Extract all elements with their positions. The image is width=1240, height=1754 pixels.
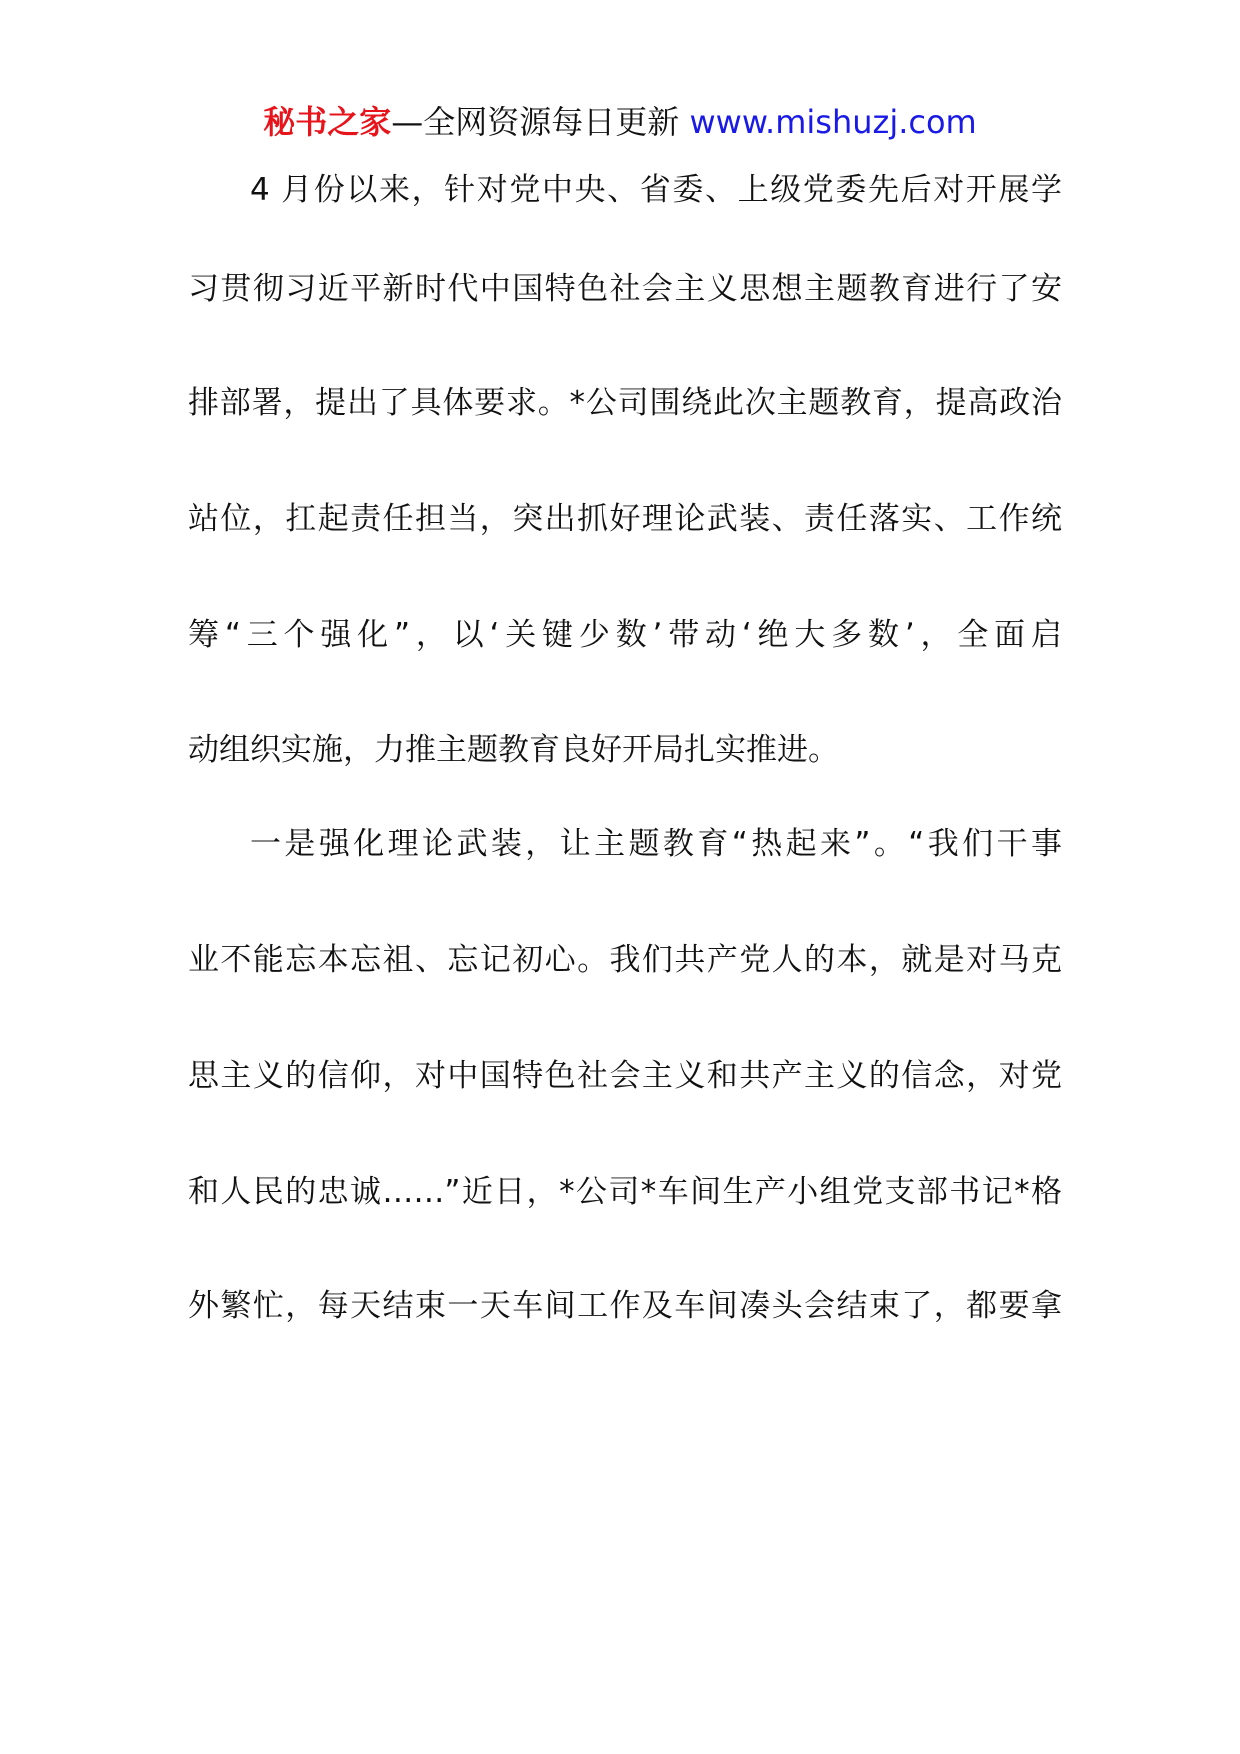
page-header xyxy=(0,100,1240,144)
paragraph-1-line-5: 筹“三个强化”，以‘关键少数’带动‘绝大多数’，全面启 xyxy=(188,617,1062,653)
paragraph-2-line-3: 思主义的信仰，对中国特色社会主义和共产主义的信念，对党 xyxy=(188,1058,1062,1094)
paragraph-1-line-6: 动组织实施，力推主题教育良好开局扎实推进。 xyxy=(188,732,839,768)
header-tagline: —全网资源每日更新 xyxy=(391,103,690,141)
brand-name: 秘书之家 xyxy=(263,103,392,141)
paragraph-1-line-2: 习贯彻习近平新时代中国特色社会主义思想主题教育进行了安 xyxy=(188,271,1062,307)
paragraph-2-line-1: 一是强化理论武装，让主题教育“热起来”。“我们干事 xyxy=(250,826,1062,862)
paragraph-2-line-5: 外繁忙，每天结束一天车间工作及车间凑头会结束了，都要拿 xyxy=(188,1288,1062,1324)
site-url-link[interactable]: www.mishuzj.com xyxy=(689,103,977,141)
paragraph-2-line-2: 业不能忘本忘祖、忘记初心。我们共产党人的本，就是对马克 xyxy=(188,942,1062,978)
paragraph-1-line-4: 站位，扛起责任担当，突出抓好理论武装、责任落实、工作统 xyxy=(188,501,1062,537)
paragraph-2-line-4: 和人民的忠诚……”近日，*公司*车间生产小组党支部书记*格 xyxy=(188,1174,1062,1210)
paragraph-1-line-1: 4 月份以来，针对党中央、省委、上级党委先后对开展学 xyxy=(250,172,1062,208)
paragraph-1-line-3: 排部署，提出了具体要求。*公司围绕此次主题教育，提高政治 xyxy=(188,385,1062,421)
